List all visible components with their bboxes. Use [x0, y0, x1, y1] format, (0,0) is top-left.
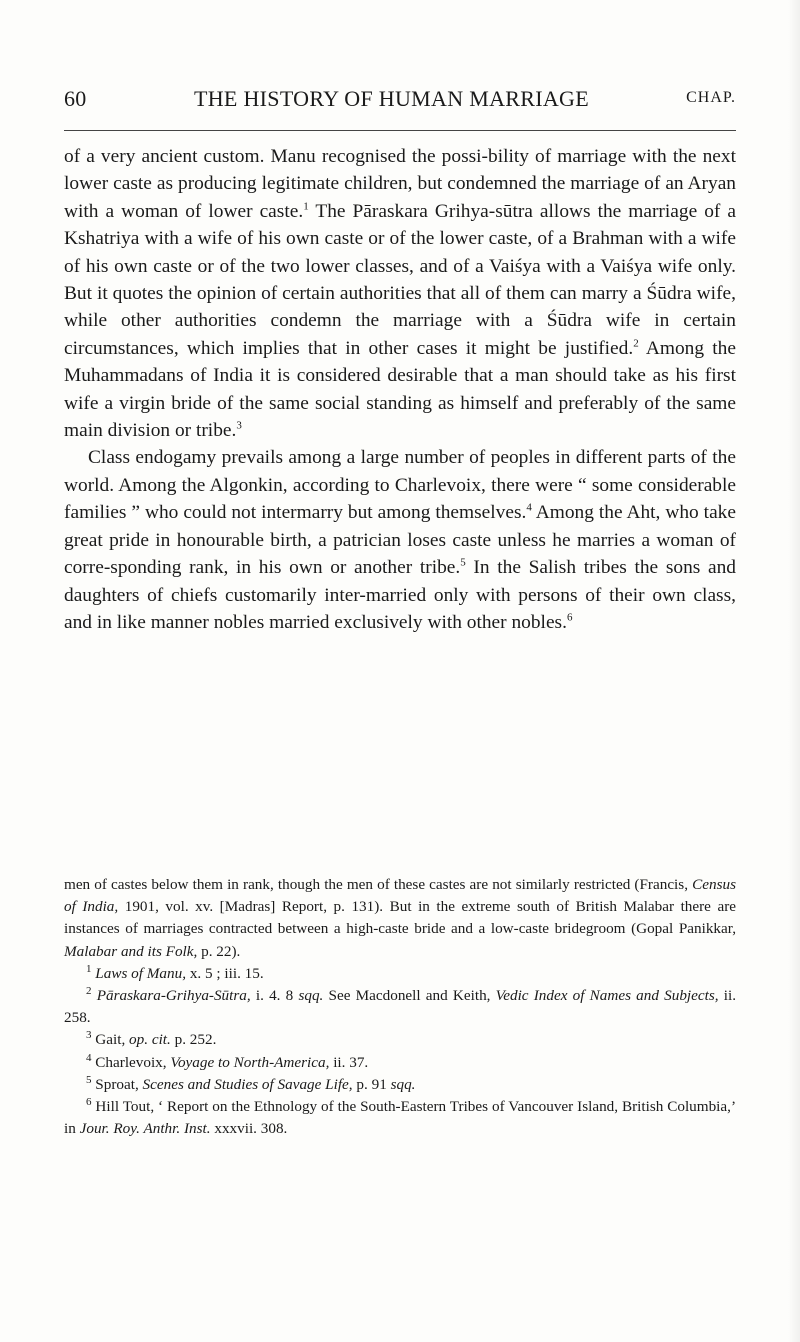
footnote-2: $^2$ Pāraskara-Grihya-Sūtra, i. 4. 8 sqq. See Macdonell and Keith, Vedic Index of Names and Subjects, ii. 258.: [64, 984, 737, 1027]
page-edge-shadow: [788, 0, 800, 1342]
footnote-ref-3: 3: [236, 419, 242, 432]
header-rule: [64, 130, 736, 131]
paragraph-1: of a very ancient custom. Manu recognised the possi-bility of marriage with the next lower caste as producing legitimate children, but condemned the marriage of an Aryan with a woman of lower caste.$^1$ The Pāraskara Grihya-sūtra allows the marriage of a Kshatriya with a wife of his own caste or of the lower caste, of a Brahman with a wife of his own caste or of the two lower classes, and of a Vaiśya with a Vaiśya wife only. But it quotes the opinion of certain authorities that all of them can marry a Śūdra wife, while other authorities condemn the marriage with a Śūdra wife in certain circumstances, which implies that in other cases it might be justified.$^2$ Among the Muhammadans of India it is considered desirable that a man should take as his first wife a virgin bride of the same social standing as himself and preferably of the same main division or tribe.$^3$: [64, 146, 736, 442]
page-number: 60: [64, 86, 87, 111]
footnote-1: $^1$ Laws of Manu, x. 5 ; iii. 15.: [86, 962, 264, 982]
main-text: [64, 143, 736, 636]
footnote-3: $^3$ Gait, op. cit. p. 252.: [86, 1029, 217, 1049]
footnote-6: $^6$ Hill Tout, ‘ Report on the Ethnology of the South-Eastern Tribes of Vancouver Island, British Columbia,’ in Jour. Roy. Anthr. Inst. xxxvii. 308.: [64, 1095, 736, 1138]
footnote-ref-1: 1: [303, 200, 309, 213]
footnote-4: $^4$ Charlevoix, Voyage to North-America, ii. 37.: [86, 1051, 369, 1071]
footnote-ref-4: 4: [526, 501, 532, 514]
footnote-5: $^5$ Sproat, Scenes and Studies of Savage Life, p. 91 sqq.: [86, 1073, 416, 1093]
paragraph-2: Class endogamy prevails among a large number of peoples in different parts of the world. Among the Algonkin, according to Charlevoix, there were “ some considerable families ” who could not intermarry but among themselves.$^4$ Among the Aht, who take great pride in honourable birth, a patrician loses caste unless he marries a woman of corre-sponding rank, in his own or another tribe.$^5$ In the Salish tribes the sons and daughters of chiefs customarily inter-married only with persons of their own class, and in like manner nobles married exclusively with other nobles.$^6$: [64, 447, 736, 633]
footnote-ref-5: 5: [460, 556, 466, 569]
chapter-label: CHAP.: [686, 89, 736, 106]
footnote-ref-6: 6: [566, 611, 573, 624]
footnote-ref-2: 2: [633, 337, 639, 350]
footnote-continuation: men of castes below them in rank, though the men of these castes are not similarly restricted (Francis, Census of India, 1901, vol. xv. [Madras] Report, p. 131). But in the extreme south of British Malabar there are instances of marriages contracted between a high-caste bride and a low-caste bridegroom (Gopal Panikkar, Malabar and its Folk, p. 22).: [64, 876, 736, 960]
running-title: THE HISTORY OF HUMAN MARRIAGE: [194, 86, 589, 111]
footnotes: [64, 874, 736, 1140]
